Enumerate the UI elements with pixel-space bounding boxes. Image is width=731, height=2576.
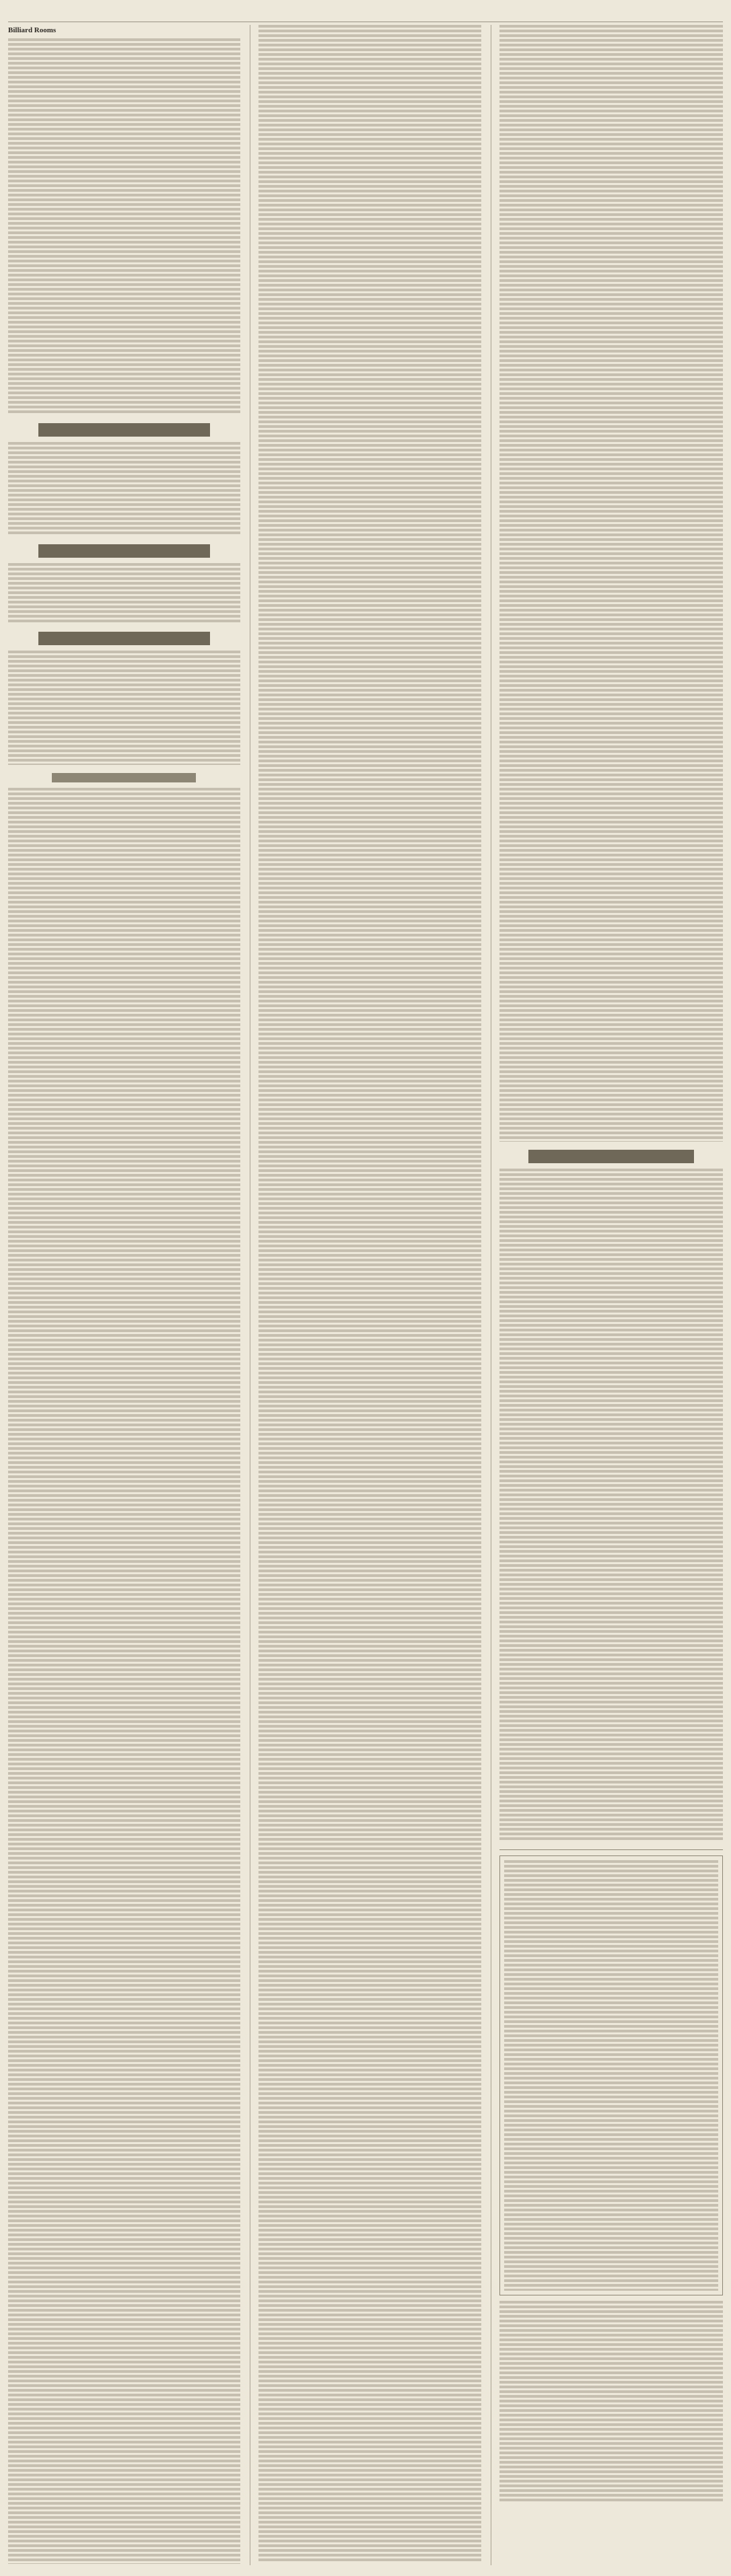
swimming-heading (38, 423, 210, 437)
association-reports (8, 788, 240, 2564)
section-rule (499, 1849, 723, 1850)
match-reports-continued (258, 25, 482, 2561)
column-1-first-line: Billiard Rooms (8, 26, 57, 34)
billiards-reports (8, 38, 240, 415)
association-reports-continued (499, 25, 723, 1142)
column-2 (250, 25, 482, 2565)
football-heading (38, 632, 210, 645)
rugby-heading (528, 1150, 693, 1163)
football-intro (8, 651, 240, 765)
column-1 (8, 25, 240, 2565)
aquatics-reports (8, 563, 240, 624)
column-3 (491, 25, 723, 2565)
page-dateline (8, 9, 723, 22)
association-heading (52, 773, 196, 782)
aquatics-heading (38, 544, 210, 558)
closing-notice (499, 2301, 723, 2503)
rugby-reports (499, 1169, 723, 1841)
advertisement-block (499, 1855, 723, 2295)
advertisement-text (504, 1860, 718, 2291)
swimming-reports (8, 442, 240, 536)
